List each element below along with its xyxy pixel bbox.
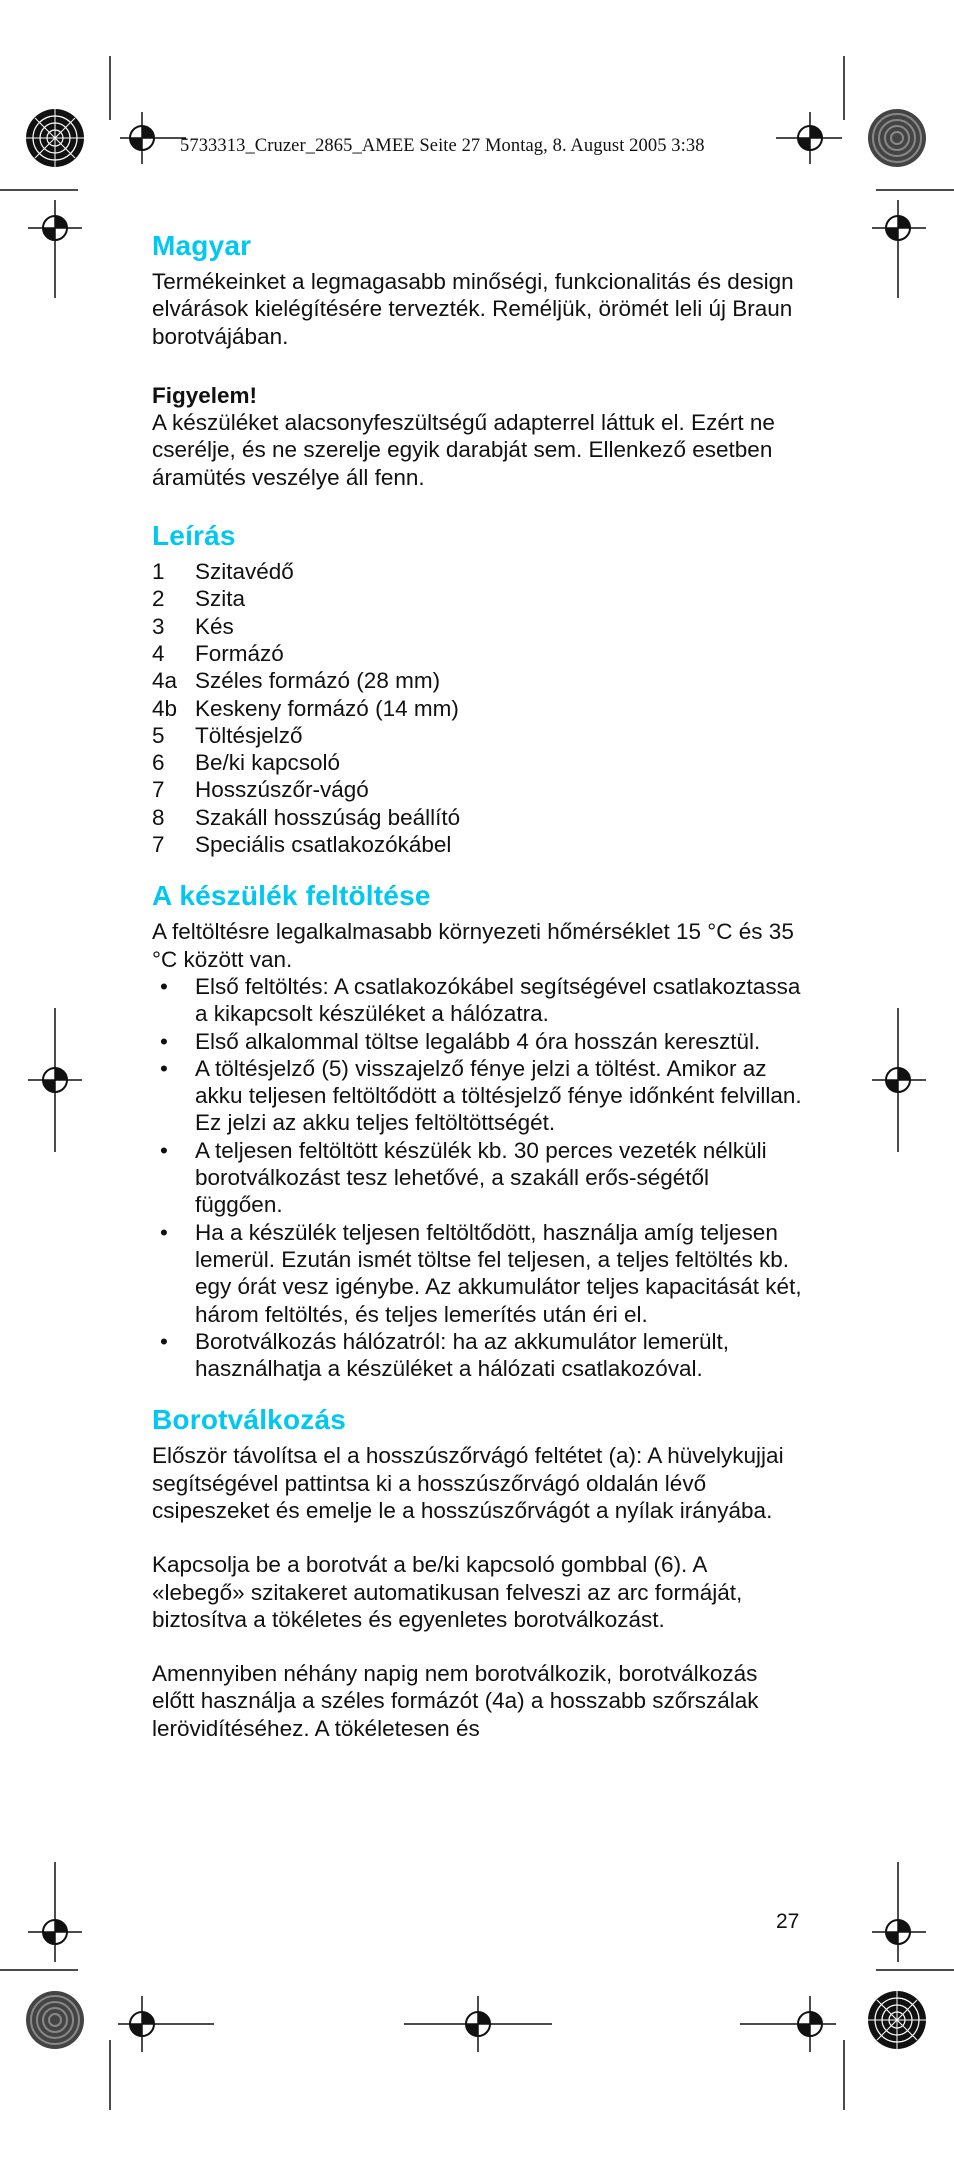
item-number: 4a [152, 668, 178, 694]
item-label: Szakáll hosszúság beállító [195, 804, 461, 830]
shaving-paragraph-1: Először távolítsa el a hosszúszőrvágó feltétet (a): A hüvelykujjai segítségével pattintsa ki a hosszúszőrvágó oldalán lévő csipeszeket és emelje le a hosszúszőrvágót a nyílak irányába. [152, 1443, 784, 1523]
shaving-paragraph-2: Kapcsolja be a borotvát a be/ki kapcsoló gombbal (6). A «lebegő» szitakeret automatikusan felveszi az arc formáját, biztosítva a tökéletes és egyenletes borotválkozást. [152, 1552, 743, 1632]
item-number: 3 [152, 613, 165, 639]
item-label: Keskeny formázó (14 mm) [195, 695, 459, 721]
warning-paragraph: A készüléket alacsonyfeszültségű adapterrel láttuk el. Ezért ne cserélje, és ne szerelje egyik darabját sem. Ellenkező esetben áramütés veszélye áll fenn. [152, 410, 775, 490]
bullet-item [152, 1219, 802, 1328]
parts-list-item [152, 695, 802, 722]
parts-list-item [152, 804, 802, 831]
item-number: 1 [152, 559, 165, 585]
bullet-item [152, 1055, 802, 1137]
item-number: 4 [152, 640, 165, 666]
shaving-paragraph-3: Amennyiben néhány napig nem borotválkozik, borotválkozás előtt használja a széles formázót (4a) a hosszabb szőrszálak lerövidítéséhez. A tökéletesen és [152, 1661, 759, 1741]
page-content [152, 228, 802, 1742]
item-label: Kés [195, 613, 234, 639]
parts-list-item [152, 558, 802, 585]
bullet-symbol: • [160, 1028, 168, 1054]
item-number: 4b [152, 695, 178, 721]
item-number: 6 [152, 750, 165, 776]
item-label: Szitavédő [195, 559, 294, 585]
item-number: 2 [152, 586, 165, 612]
bullet-symbol: • [160, 1055, 168, 1081]
charging-bullet-list [152, 973, 802, 1382]
bullet-item [152, 1328, 802, 1383]
print-slug-header: 5733313_Cruzer_2865_AMEE Seite 27 Montag, 8. August 2005 3:38 [180, 136, 705, 156]
bullet-text: Ha a készülék teljesen feltöltődött, használja amíg teljesen lemerül. Ezután ismét töltse fel teljesen, a teljes feltöltés kb. egy órát vesz igénybe. Az akkumulátor teljes kapacitását két, három feltöltés, és teljes lemerítés után éri el. [195, 1219, 802, 1327]
bullet-text: A teljesen feltöltött készülék kb. 30 perces vezeték nélküli borotválkozást tesz lehetővé, a szakáll erős-ségétől függően. [195, 1137, 767, 1218]
bullet-text: Borotválkozás hálózatról: ha az akkumulátor lemerült, használhatja a készüléket a hálózati csatlakozóval. [195, 1328, 730, 1382]
parts-list-item [152, 585, 802, 612]
bullet-text: Első alkalommal töltse legalább 4 óra hosszán keresztül. [195, 1028, 761, 1054]
warning-title: Figyelem! [152, 382, 258, 408]
item-label: Töltésjelző [195, 722, 303, 748]
charging-intro: A feltöltésre legalkalmasabb környezeti hőmérséklet 15 °C és 35 °C között van. [152, 919, 794, 972]
parts-list-item [152, 667, 802, 694]
item-label: Szita [195, 586, 246, 612]
bullet-text: Első feltöltés: A csatlakozókábel segítségével csatlakoztassa a kikapcsolt készüléket a hálózatra. [195, 973, 801, 1027]
bullet-symbol: • [160, 973, 168, 999]
parts-list [152, 558, 802, 858]
item-number: 8 [152, 804, 165, 830]
bullet-symbol: • [160, 1137, 168, 1163]
section-title-description: Leírás [152, 520, 236, 552]
page-number: 27 [776, 1910, 800, 1933]
bullet-symbol: • [160, 1328, 168, 1354]
section-title-charging: A készülék feltöltése [152, 880, 431, 912]
item-label: Speciális csatlakozókábel [195, 832, 452, 858]
parts-list-item [152, 613, 802, 640]
bullet-item [152, 973, 802, 1028]
item-number: 5 [152, 722, 165, 748]
parts-list-item [152, 831, 802, 858]
item-label: Hosszúszőr-vágó [195, 777, 369, 803]
item-label: Széles formázó (28 mm) [195, 668, 441, 694]
item-label: Formázó [195, 640, 284, 666]
item-label: Be/ki kapcsoló [195, 750, 341, 776]
parts-list-item [152, 749, 802, 776]
parts-list-item [152, 722, 802, 749]
section-title-magyar: Magyar [152, 230, 252, 261]
parts-list-item [152, 640, 802, 667]
item-number: 7 [152, 777, 165, 803]
intro-paragraph: Termékeinket a legmagasabb minőségi, funkcionalitás és design elvárások kielégítésére tervezték. Reméljük, örömét leli új Braun borotvájában. [152, 269, 794, 349]
bullet-symbol: • [160, 1219, 168, 1245]
bullet-text: A töltésjelző (5) visszajelző fénye jelzi a töltést. Amikor az akku teljesen feltöltődött a töltésjelző fénye időnként felvillan. Ez jelzi az akku teljes feltöltöttségét. [195, 1055, 802, 1136]
item-number: 7 [152, 832, 165, 858]
parts-list-item [152, 776, 802, 803]
section-title-shaving: Borotválkozás [152, 1404, 346, 1436]
bullet-item [152, 1137, 802, 1219]
bullet-item [152, 1028, 802, 1055]
